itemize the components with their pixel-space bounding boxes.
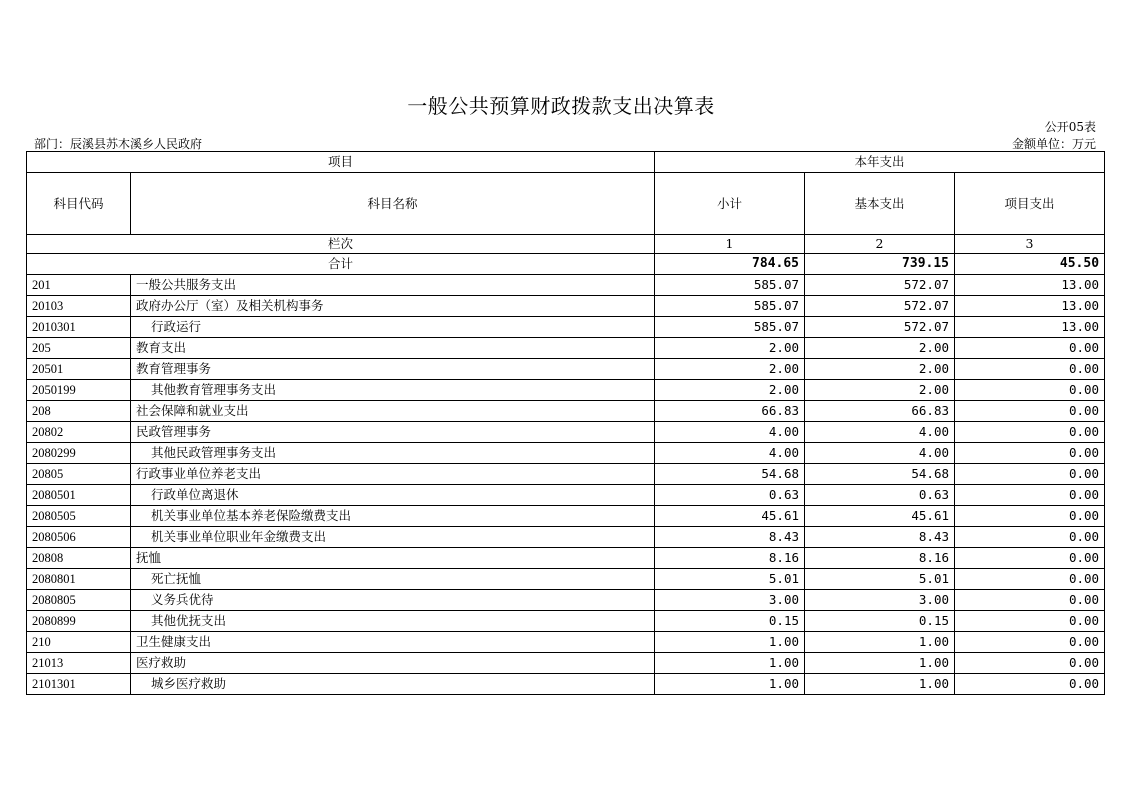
row-subtotal: 45.61 [655, 506, 805, 527]
table-row [27, 317, 1105, 338]
column-number-2: 2 [805, 235, 955, 254]
row-basic: 1.00 [805, 674, 955, 695]
row-basic: 5.01 [805, 569, 955, 590]
row-basic: 66.83 [805, 401, 955, 422]
table-row [27, 653, 1105, 674]
row-project: 0.00 [955, 527, 1105, 548]
row-code: 2080899 [27, 611, 131, 632]
row-name: 其他教育管理事务支出 [131, 380, 655, 401]
header-row-1 [27, 152, 1105, 173]
row-code: 2080506 [27, 527, 131, 548]
row-project: 0.00 [955, 506, 1105, 527]
row-project: 0.00 [955, 653, 1105, 674]
row-code: 2080505 [27, 506, 131, 527]
row-subtotal: 2.00 [655, 338, 805, 359]
total-label: 合计 [27, 254, 655, 275]
form-number: 公开05表 [1044, 120, 1096, 134]
row-code: 20805 [27, 464, 131, 485]
row-subtotal: 585.07 [655, 296, 805, 317]
row-subtotal: 585.07 [655, 317, 805, 338]
row-code: 20501 [27, 359, 131, 380]
row-basic: 8.16 [805, 548, 955, 569]
row-project: 13.00 [955, 296, 1105, 317]
column-number-3: 3 [955, 235, 1105, 254]
table-row [27, 632, 1105, 653]
table-row [27, 401, 1105, 422]
row-subtotal: 1.00 [655, 653, 805, 674]
header-project-exp: 项目支出 [955, 173, 1105, 235]
row-subtotal: 2.00 [655, 359, 805, 380]
column-number-row [27, 235, 1105, 254]
row-name: 行政事业单位养老支出 [131, 464, 655, 485]
row-project: 0.00 [955, 422, 1105, 443]
row-subtotal: 1.00 [655, 674, 805, 695]
row-project: 13.00 [955, 317, 1105, 338]
row-basic: 54.68 [805, 464, 955, 485]
row-basic: 572.07 [805, 275, 955, 296]
row-name: 教育支出 [131, 338, 655, 359]
row-subtotal: 66.83 [655, 401, 805, 422]
row-name: 行政单位离退休 [131, 485, 655, 506]
row-basic: 2.00 [805, 359, 955, 380]
row-subtotal: 4.00 [655, 443, 805, 464]
row-name: 教育管理事务 [131, 359, 655, 380]
row-basic: 3.00 [805, 590, 955, 611]
row-basic: 2.00 [805, 380, 955, 401]
row-name: 一般公共服务支出 [131, 275, 655, 296]
row-code: 2101301 [27, 674, 131, 695]
row-subtotal: 0.63 [655, 485, 805, 506]
row-code: 2050199 [27, 380, 131, 401]
row-name: 卫生健康支出 [131, 632, 655, 653]
table-row [27, 275, 1105, 296]
header-basic: 基本支出 [805, 173, 955, 235]
table-row [27, 569, 1105, 590]
table-row [27, 464, 1105, 485]
row-project: 0.00 [955, 569, 1105, 590]
table-row [27, 485, 1105, 506]
expenditure-table [26, 151, 1105, 695]
header-current-year: 本年支出 [655, 152, 1105, 173]
table-row [27, 611, 1105, 632]
row-subtotal: 8.43 [655, 527, 805, 548]
row-project: 0.00 [955, 632, 1105, 653]
row-subtotal: 8.16 [655, 548, 805, 569]
table-row [27, 422, 1105, 443]
table-row [27, 590, 1105, 611]
row-project: 0.00 [955, 611, 1105, 632]
row-basic: 8.43 [805, 527, 955, 548]
row-name: 社会保障和就业支出 [131, 401, 655, 422]
table-row [27, 548, 1105, 569]
row-basic: 2.00 [805, 338, 955, 359]
row-basic: 1.00 [805, 632, 955, 653]
table-row [27, 380, 1105, 401]
table-row [27, 443, 1105, 464]
row-name: 义务兵优待 [131, 590, 655, 611]
header-code: 科目代码 [27, 173, 131, 235]
total-basic: 739.15 [805, 254, 955, 275]
total-subtotal: 784.65 [655, 254, 805, 275]
total-row [27, 254, 1105, 275]
table-row [27, 296, 1105, 317]
department-label: 部门：辰溪县苏木溪乡人民政府 [34, 137, 203, 151]
row-code: 21013 [27, 653, 131, 674]
row-code: 20103 [27, 296, 131, 317]
header-subtotal: 小计 [655, 173, 805, 235]
row-name: 其他优抚支出 [131, 611, 655, 632]
row-name: 机关事业单位基本养老保险缴费支出 [131, 506, 655, 527]
row-name: 政府办公厅（室）及相关机构事务 [131, 296, 655, 317]
row-project: 0.00 [955, 485, 1105, 506]
row-code: 20808 [27, 548, 131, 569]
amount-unit-label: 金额单位：万元 [1011, 137, 1096, 151]
row-project: 0.00 [955, 338, 1105, 359]
row-basic: 45.61 [805, 506, 955, 527]
row-basic: 572.07 [805, 317, 955, 338]
row-basic: 1.00 [805, 653, 955, 674]
row-project: 0.00 [955, 548, 1105, 569]
row-subtotal: 2.00 [655, 380, 805, 401]
table-row [27, 338, 1105, 359]
row-code: 208 [27, 401, 131, 422]
header-project: 项目 [27, 152, 655, 173]
row-code: 210 [27, 632, 131, 653]
row-basic: 0.15 [805, 611, 955, 632]
row-project: 0.00 [955, 359, 1105, 380]
row-code: 20802 [27, 422, 131, 443]
row-subtotal: 54.68 [655, 464, 805, 485]
row-code: 201 [27, 275, 131, 296]
row-name: 医疗救助 [131, 653, 655, 674]
row-project: 0.00 [955, 590, 1105, 611]
row-name: 机关事业单位职业年金缴费支出 [131, 527, 655, 548]
page-title: 一般公共预算财政拨款支出决算表 [407, 94, 715, 118]
table-row [27, 359, 1105, 380]
row-name: 城乡医疗救助 [131, 674, 655, 695]
table-row [27, 527, 1105, 548]
row-project: 0.00 [955, 674, 1105, 695]
row-basic: 4.00 [805, 422, 955, 443]
row-subtotal: 4.00 [655, 422, 805, 443]
header-name: 科目名称 [131, 173, 655, 235]
row-project: 0.00 [955, 401, 1105, 422]
row-basic: 572.07 [805, 296, 955, 317]
row-project: 13.00 [955, 275, 1105, 296]
row-code: 205 [27, 338, 131, 359]
row-code: 2010301 [27, 317, 131, 338]
row-project: 0.00 [955, 464, 1105, 485]
row-code: 2080299 [27, 443, 131, 464]
total-project: 45.50 [955, 254, 1105, 275]
row-code: 2080805 [27, 590, 131, 611]
row-basic: 4.00 [805, 443, 955, 464]
row-project: 0.00 [955, 380, 1105, 401]
table-row [27, 674, 1105, 695]
row-name: 其他民政管理事务支出 [131, 443, 655, 464]
column-number-1: 1 [655, 235, 805, 254]
header-row-2 [27, 173, 1105, 235]
row-subtotal: 5.01 [655, 569, 805, 590]
row-project: 0.00 [955, 443, 1105, 464]
row-subtotal: 585.07 [655, 275, 805, 296]
row-name: 抚恤 [131, 548, 655, 569]
row-subtotal: 0.15 [655, 611, 805, 632]
table-row [27, 506, 1105, 527]
row-code: 2080801 [27, 569, 131, 590]
row-name: 行政运行 [131, 317, 655, 338]
row-subtotal: 3.00 [655, 590, 805, 611]
column-number-label: 栏次 [27, 235, 655, 254]
row-basic: 0.63 [805, 485, 955, 506]
row-name: 民政管理事务 [131, 422, 655, 443]
row-name: 死亡抚恤 [131, 569, 655, 590]
row-code: 2080501 [27, 485, 131, 506]
row-subtotal: 1.00 [655, 632, 805, 653]
